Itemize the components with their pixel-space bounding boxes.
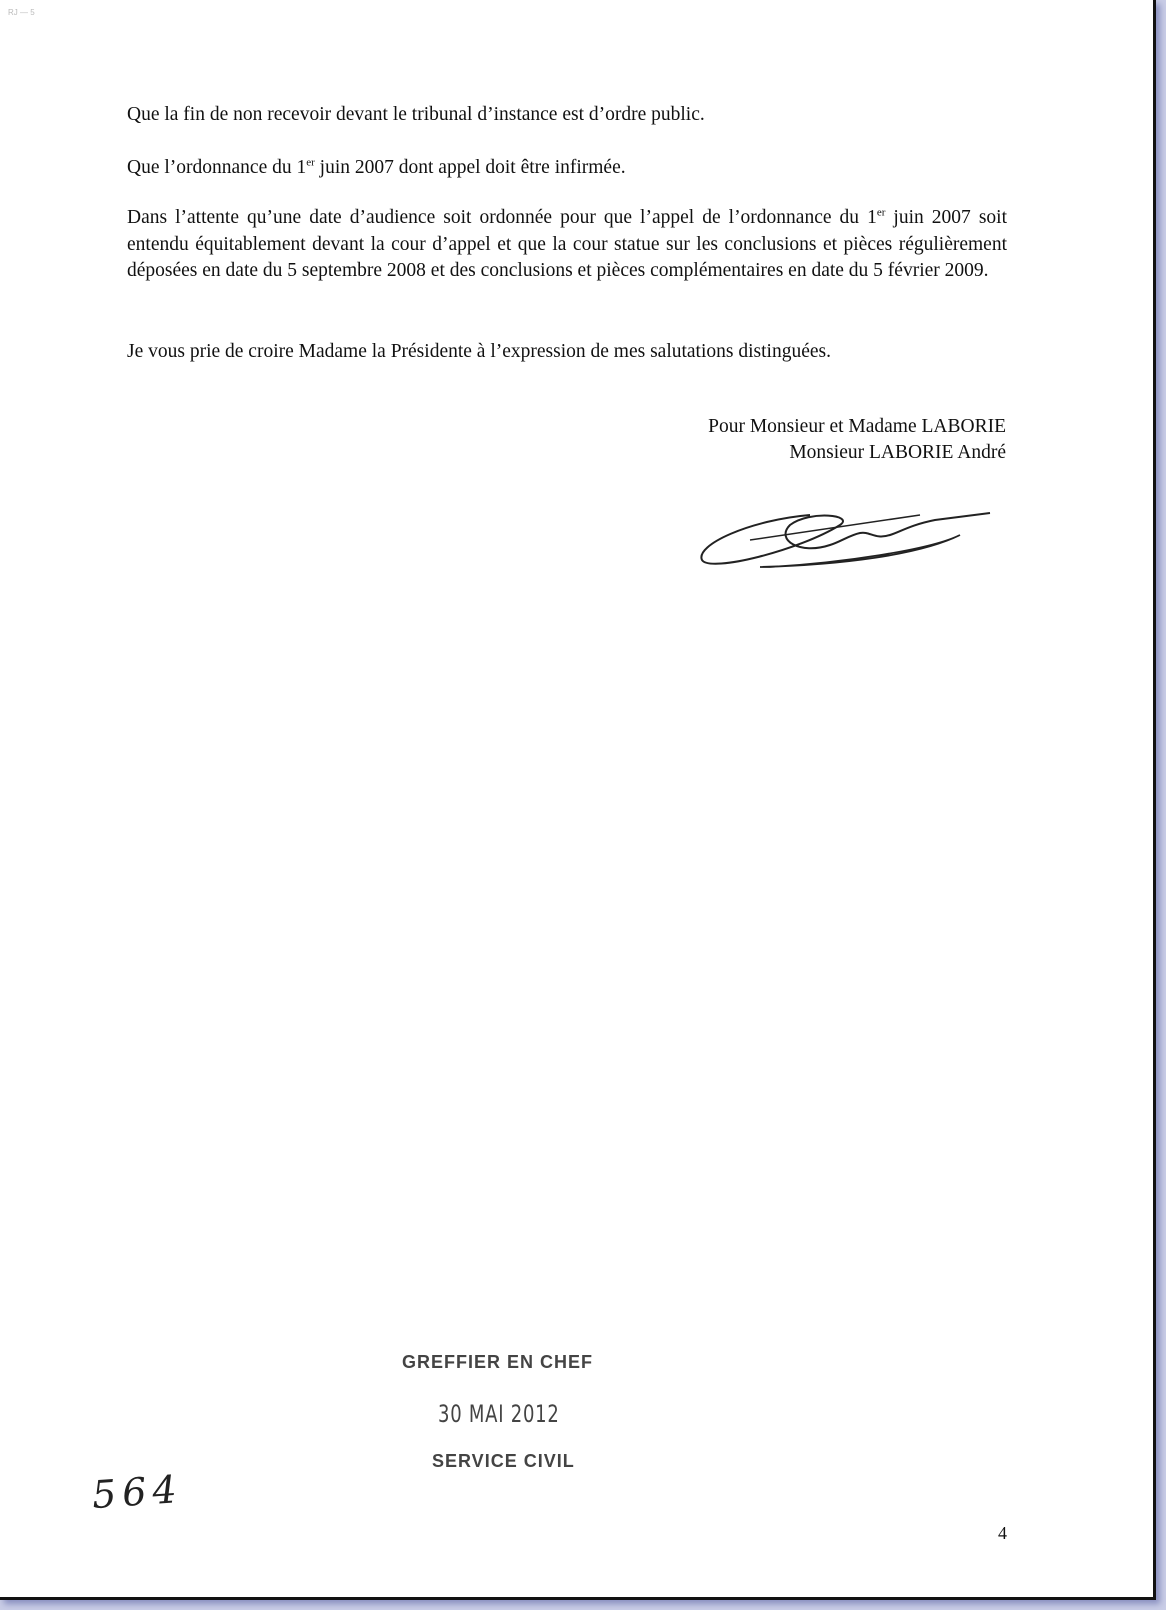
superscript: er xyxy=(306,156,315,169)
stamp-greffier: GREFFIER EN CHEF xyxy=(402,1352,594,1372)
text: juin 2007 dont appel doit être infirmée. xyxy=(314,157,626,178)
line-ordonnance xyxy=(127,155,626,182)
page-number: 4 xyxy=(998,1523,1007,1543)
corner-mark: RJ — 5 xyxy=(8,8,35,17)
signoff-line-1: Pour Monsieur et Madame LABORIE xyxy=(708,416,1006,437)
signature xyxy=(690,495,1000,580)
text: Que l’ordonnance du 1 xyxy=(127,157,307,178)
stamp-date: 30 MAI 2012 xyxy=(438,1400,560,1428)
superscript: er xyxy=(876,206,886,219)
closing-line: Je vous prie de croire Madame la Présidente à l’expression de mes salutations distinguées. xyxy=(127,341,831,362)
stamp-service: SERVICE CIVIL xyxy=(432,1451,575,1471)
text: juin 2007 soit entendu équitablement devant la cour d’appel et que la cour statue sur les conclusions et pièces régulièrement déposées en date du 5 septembre 2008 et des conclusions et pièces complémentaires en date du 5 février 2009. xyxy=(127,207,1007,281)
handwritten-page-number: 564 xyxy=(90,1466,184,1518)
line-fin-de-non-recevoir: Que la fin de non recevoir devant le tribunal d’instance est d’ordre public. xyxy=(127,104,705,125)
signoff-line-2: Monsieur LABORIE André xyxy=(789,442,1006,463)
text: Dans l’attente qu’une date d’audience soit ordonnée pour que l’appel de l’ordonnance du 1 xyxy=(127,207,877,228)
paragraph-attente xyxy=(127,205,1007,285)
